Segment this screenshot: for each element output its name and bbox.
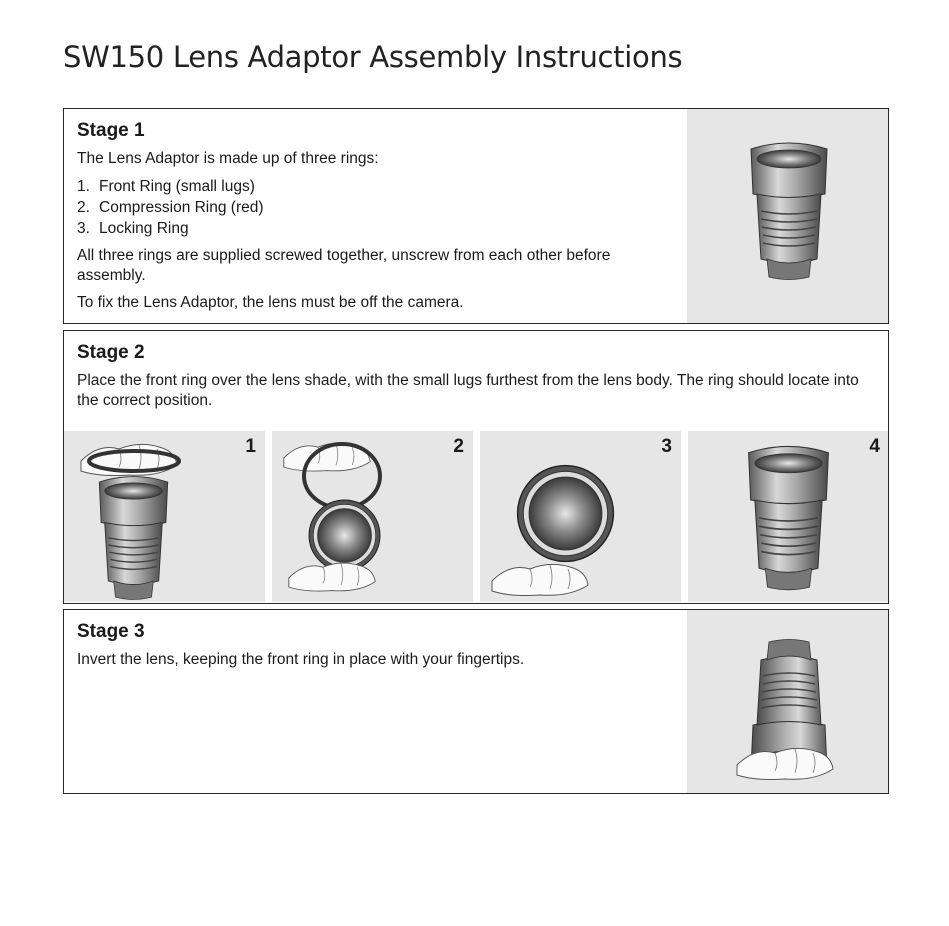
stage-1-note-unscrew: All three rings are supplied screwed together, unscrew from each other before assembly.	[77, 247, 611, 284]
ring-seated-illustration	[480, 431, 681, 602]
stage-2-instruction: Place the front ring over the lens shade, with the small lugs furthest from the lens body. The ring should locate into the correct position.	[77, 372, 859, 409]
stage-1-lens-illustration	[687, 109, 888, 323]
stage-3-panel	[63, 609, 889, 794]
stage-1-panel	[63, 108, 889, 324]
ring-lowered-illustration	[272, 431, 473, 602]
ring-number: 2.	[77, 199, 90, 216]
ring-over-lens-illustration	[64, 431, 265, 602]
step-number: 4	[869, 436, 880, 457]
step-1-image	[64, 431, 265, 602]
stage-3-heading: Stage 3	[77, 621, 145, 642]
stage-2-step-images	[64, 431, 888, 603]
step-2-image	[272, 431, 473, 602]
ring-list-item	[77, 218, 637, 239]
lens-with-adaptor-image	[687, 109, 888, 323]
step-3-image	[480, 431, 681, 602]
stage-3-text	[77, 621, 677, 677]
document-title: SW150 Lens Adaptor Assembly Instructions	[63, 40, 683, 74]
stage-2-text	[77, 342, 877, 418]
ring-list-item	[77, 176, 637, 197]
ring-number: 1.	[77, 178, 90, 195]
ring-list	[77, 176, 637, 239]
stage-3-lens-illustration	[687, 610, 888, 793]
step-number: 3	[661, 436, 672, 457]
inverted-lens-image	[687, 610, 888, 793]
ring-number: 3.	[77, 220, 90, 237]
stage-1-note-camera: To fix the Lens Adaptor, the lens must be off the camera.	[77, 294, 464, 311]
step-number: 2	[453, 436, 464, 457]
ring-label: Compression Ring (red)	[99, 199, 264, 216]
step-4-image	[688, 431, 889, 602]
stage-1-text	[77, 120, 637, 320]
ring-label: Front Ring (small lugs)	[99, 178, 255, 195]
ring-fitted-illustration	[688, 431, 889, 602]
ring-list-item	[77, 197, 637, 218]
step-number: 1	[245, 436, 256, 457]
ring-label: Locking Ring	[99, 220, 189, 237]
stage-2-panel	[63, 330, 889, 604]
stage-2-heading: Stage 2	[77, 342, 145, 363]
stage-1-intro: The Lens Adaptor is made up of three rings:	[77, 150, 379, 167]
stage-1-heading: Stage 1	[77, 120, 145, 141]
stage-3-instruction: Invert the lens, keeping the front ring in place with your fingertips.	[77, 651, 525, 668]
